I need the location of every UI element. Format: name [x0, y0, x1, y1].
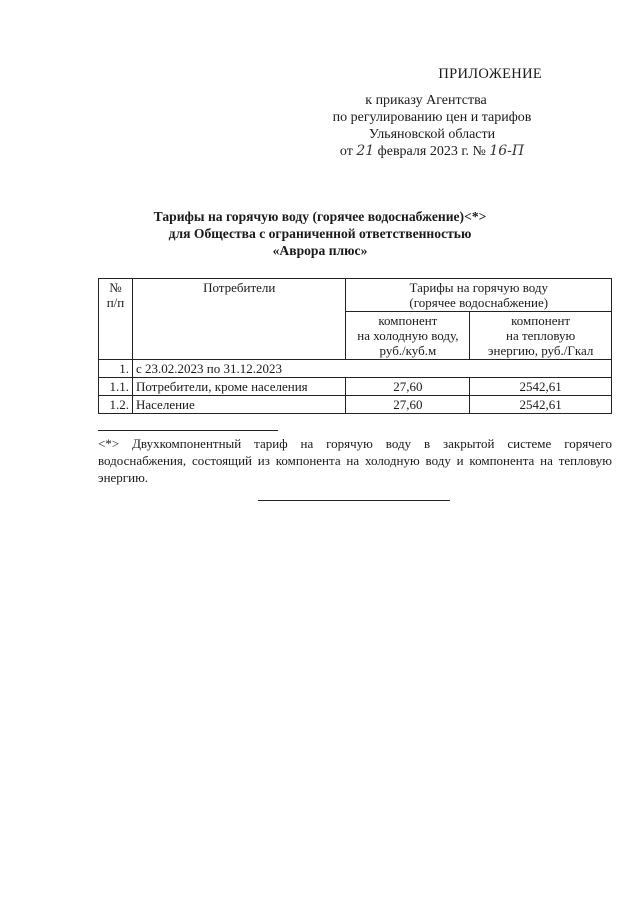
title-line-2: для Общества с ограниченной ответственностью — [168, 226, 472, 241]
header-row — [99, 279, 612, 312]
period-row — [99, 360, 612, 378]
row-cold-value: 27,60 — [346, 378, 470, 396]
row-label: Население — [132, 396, 346, 414]
annex-date-line — [322, 143, 542, 160]
period-label: с 23.02.2023 по 31.12.2023 — [132, 360, 611, 378]
row-heat-value: 2542,61 — [470, 396, 612, 414]
cold-line-2: на холодную воду, — [357, 328, 459, 343]
date-prefix: от — [339, 144, 353, 159]
heat-line-1: компонент — [511, 313, 571, 328]
header-cold-component — [346, 312, 470, 360]
row-num: 1.2. — [99, 396, 133, 414]
row-num: 1.1. — [99, 378, 133, 396]
heat-line-2: на тепловую — [505, 328, 576, 343]
header-num-line-1: № — [109, 280, 122, 295]
header-consumers: Потребители — [132, 279, 346, 360]
cold-line-1: компонент — [378, 313, 438, 328]
tariff-table — [98, 278, 612, 414]
date-middle: февраля 2023 г. № — [377, 144, 486, 159]
period-num: 1. — [99, 360, 133, 378]
header-num-line-2: п/п — [106, 295, 125, 310]
annex-line-3: Ульяновской области — [368, 127, 496, 142]
row-label: Потребители, кроме населения — [132, 378, 346, 396]
handwritten-number: 16-П — [489, 143, 525, 159]
annex-block — [282, 66, 542, 160]
end-divider — [258, 500, 450, 501]
heat-line-3: энергию, руб./Гкал — [487, 343, 594, 358]
cold-line-3: руб./куб.м — [379, 343, 437, 358]
document-title — [0, 208, 640, 259]
title-line-1: Тарифы на горячую воду (горячее водоснабжение)<*> — [153, 209, 487, 224]
annex-title: ПРИЛОЖЕНИЕ — [438, 66, 542, 82]
header-heat-component — [470, 312, 612, 360]
annex-line-1: к приказу Агентства — [365, 93, 487, 108]
table-row — [99, 378, 612, 396]
footnote-divider — [98, 430, 278, 431]
footnote: <*> Двухкомпонентный тариф на горячую воду в закрытой системе горячего водоснабжения, состоящий из компонента на холодную воду и компонента на тепловую энергию. — [98, 436, 612, 485]
header-tariffs — [346, 279, 612, 312]
row-cold-value: 27,60 — [346, 396, 470, 414]
header-num — [99, 279, 133, 360]
header-tariffs-line-1: Тарифы на горячую воду — [409, 280, 548, 295]
annex-line-2: по регулированию цен и тарифов — [332, 110, 532, 125]
table-row — [99, 396, 612, 414]
title-line-3: «Аврора плюс» — [272, 243, 368, 258]
header-tariffs-line-2: (горячее водоснабжение) — [409, 295, 549, 310]
handwritten-day: 21 — [356, 143, 375, 159]
row-heat-value: 2542,61 — [470, 378, 612, 396]
